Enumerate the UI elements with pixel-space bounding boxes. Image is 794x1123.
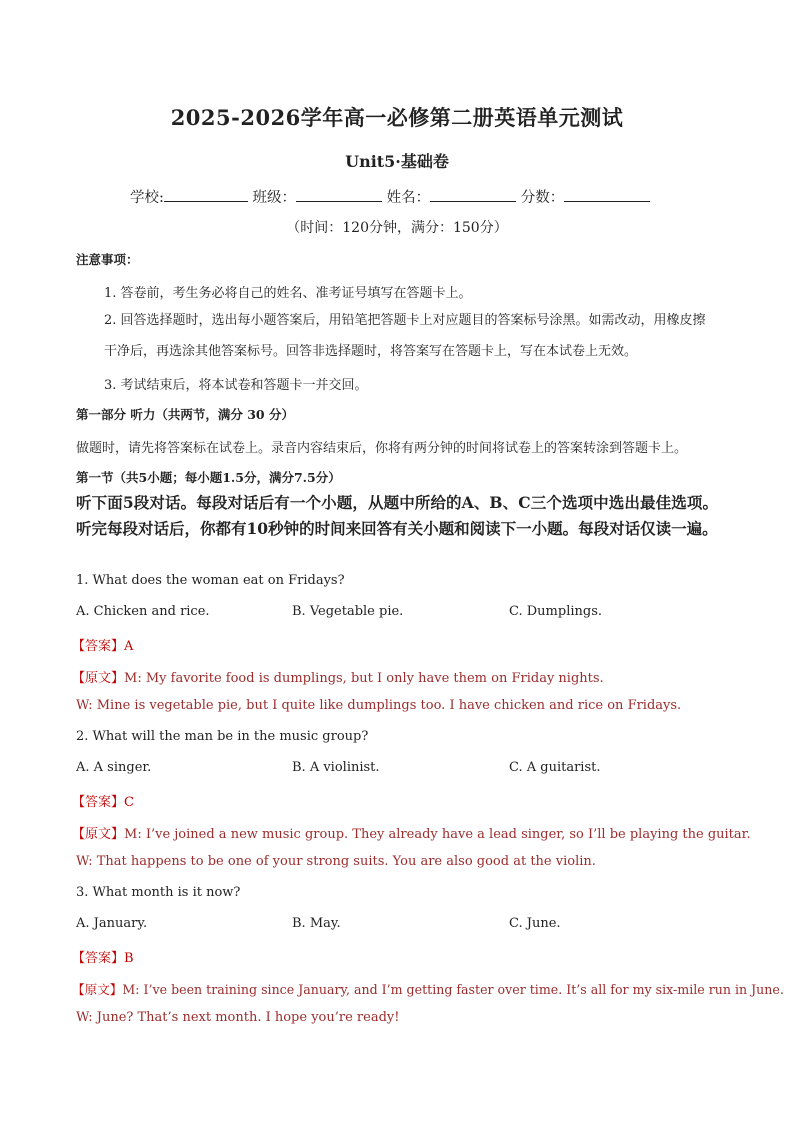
question-1-script-w: W: Mine is vegetable pie, but I quite like dumplings too. I have chicken and rice on Fridays.	[76, 698, 682, 713]
question-1-option-b: B. Vegetable pie.	[292, 604, 404, 619]
score-field[interactable]	[564, 187, 650, 202]
time-note: （时间：120分钟，满分：150分）	[286, 220, 508, 236]
question-1-stem: 1. What does the woman eat on Fridays?	[76, 573, 345, 588]
question-1-option-c: C. Dumplings.	[509, 604, 603, 619]
question-1-answer: 【答案】A	[72, 639, 134, 654]
question-3-script-w: W: June? That’s next month. I hope you’re ready!	[76, 1010, 400, 1025]
section1-directions: 听下面5段对话。每段对话后有一个小题，从题中所给的A、B、C三个选项中选出最佳选项。听完每段对话后，你都有10秒钟的时间来回答有关小题和阅读下一小题。每段对话仅读一遍。	[76, 493, 718, 538]
notice-item-3: 3. 考试结束后，将本试卷和答题卡一并交回。	[104, 378, 368, 393]
class-field[interactable]	[296, 187, 382, 202]
name-field[interactable]	[430, 187, 516, 202]
exam-title: 2025-2026学年高一必修第二册英语单元测试	[170, 105, 624, 130]
question-3-stem: 3. What month is it now?	[76, 885, 241, 900]
question-2-option-a: A. A singer.	[76, 760, 152, 775]
question-2-answer: 【答案】C	[72, 795, 134, 810]
question-3-script-m: 【原文】M: I’ve been training since January, and I’m getting faster over time. It’s all for my six-mile run in June.	[72, 982, 784, 997]
school-field[interactable]	[164, 187, 248, 202]
notice-heading: 注意事项：	[76, 252, 139, 267]
question-1-script-m: 【原文】M: My favorite food is dumplings, but I only have them on Friday nights.	[72, 671, 604, 686]
question-1-option-a: A. Chicken and rice.	[76, 604, 210, 619]
part1-instruction: 做题时，请先将答案标在试卷上。录音内容结束后，你将有两分钟的时间将试卷上的答案转涂到答题卡上。	[76, 441, 688, 456]
school-label: 学校:	[130, 190, 164, 206]
question-2-script-m: 【原文】M: I’ve joined a new music group. They already have a lead singer, so I’ll be playing the guitar.	[72, 827, 751, 842]
question-2-option-b: B. A violinist.	[292, 760, 380, 775]
question-3-answer: 【答案】B	[72, 951, 134, 966]
question-3-option-b: B. May.	[292, 916, 341, 931]
exam-subtitle: Unit5·基础卷	[345, 152, 449, 171]
name-label: 姓名：	[386, 190, 431, 206]
question-2-script-w: W: That happens to be one of your strong suits. You are also good at the violin.	[76, 854, 596, 869]
class-label: 班级：	[252, 190, 296, 206]
notice-item-2: 2. 回答选择题时，选出每小题答案后，用铅笔把答题卡上对应题目的答案标号涂黑。如需改动，用橡皮擦干净后，再选涂其他答案标号。回答非选择题时，将答案写在答题卡上，写在本试卷上无效。	[104, 313, 706, 359]
part1-heading: 第一部分 听力（共两节，满分 30 分）	[76, 407, 294, 422]
score-label: 分数：	[520, 190, 565, 206]
section1-heading: 第一节（共5小题；每小题1.5分，满分7.5分）	[76, 470, 341, 485]
question-3-option-a: A. January.	[76, 916, 148, 931]
question-2-option-c: C. A guitarist.	[509, 760, 601, 775]
question-3-option-c: C. June.	[509, 916, 561, 931]
question-2-stem: 2. What will the man be in the music group?	[76, 729, 369, 744]
notice-item-1: 1. 答卷前，考生务必将自己的姓名、准考证号填写在答题卡上。	[104, 286, 472, 301]
student-info-row	[130, 186, 650, 207]
